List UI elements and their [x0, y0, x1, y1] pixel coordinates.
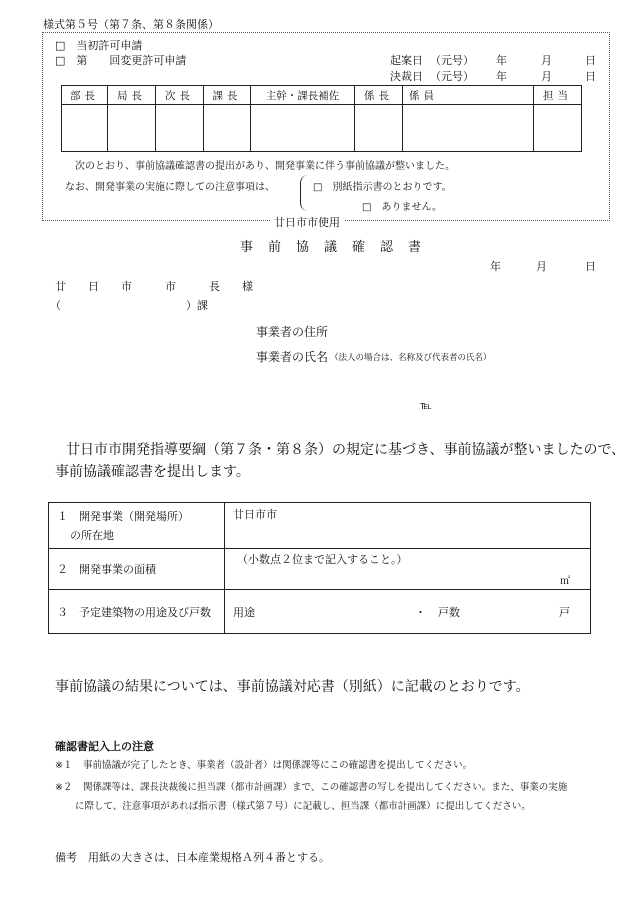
note2-text-line2: に際して、注意事項があれば指示書（様式第７号）に記載し、担当課（都市計画課）に提出してください。	[75, 801, 531, 812]
use-separator: ・	[415, 606, 426, 619]
addressee-mayor: 廿 日 市 市 長 様	[55, 280, 253, 293]
table-row	[49, 503, 591, 549]
form-number: 様式第５号（第７条、第８条関係）	[43, 18, 219, 31]
location-label-2: の所在地	[70, 529, 114, 542]
building-value-cell[interactable]	[225, 590, 591, 634]
project-info-table	[48, 502, 591, 634]
count-unit: 戸	[559, 606, 570, 619]
stamp-header: 担当	[534, 86, 582, 105]
stamp-header: 次長	[156, 86, 204, 105]
table-row	[49, 549, 591, 590]
stamp-header: 局長	[108, 86, 156, 105]
stamp-header: 主幹・課長補佐	[251, 86, 355, 105]
stamp-cell[interactable]	[534, 105, 582, 152]
location-label: １ 開発事業（開発場所）	[57, 510, 189, 523]
area-label-cell	[49, 549, 225, 590]
stamp-header: 部長	[62, 86, 108, 105]
draft-era: （元号）	[430, 54, 474, 67]
result-text: 事前協議の結果については、事前協議対応書（別紙）に記載のとおりです。	[55, 679, 530, 695]
division-close-label: ）課	[186, 299, 208, 312]
applicant-address-label: 事業者の住所	[256, 325, 329, 339]
stamp-cell[interactable]	[204, 105, 251, 152]
notes-heading: 確認書記入上の注意	[55, 740, 154, 753]
draft-date-label: 起案日	[390, 54, 423, 67]
approval-era: （元号）	[430, 70, 474, 83]
location-label-cell	[49, 503, 225, 549]
location-value: 廿日市市	[233, 508, 277, 521]
draft-year: 年	[496, 54, 507, 67]
notice-line2: なお、開発事業の実施に際しての注意事項は、	[65, 182, 275, 193]
no-notes-checkbox[interactable]: □ ありません。	[362, 202, 443, 213]
approval-month: 月	[541, 70, 552, 83]
note2-mark: ※２	[55, 782, 73, 793]
area-unit: ㎡	[560, 576, 570, 587]
building-label: ３ 予定建築物の用途及び戸数	[57, 605, 211, 619]
area-label: ２ 開発事業の面積	[57, 563, 156, 576]
draft-month: 月	[541, 54, 552, 67]
notice-line1: 次のとおり、事前協議確認書の提出があり、開発事業に伴う事前協議が整いました。	[75, 161, 455, 172]
office-use-label: 廿日市市使用	[270, 214, 344, 230]
building-label-cell	[49, 590, 225, 634]
change-application-checkbox[interactable]: □ 第 回変更許可申請	[55, 54, 187, 67]
count-label: 戸数	[438, 606, 460, 619]
area-value-cell[interactable]	[225, 549, 591, 590]
stamp-cell[interactable]	[156, 105, 204, 152]
stamp-header: 係長	[355, 86, 403, 105]
approval-date-label: 決裁日	[390, 70, 423, 83]
brace	[300, 175, 309, 211]
statement-line1: 廿日市市開発指導要綱（第７条・第８条）の規定に基づき、事前協議が整いましたので、	[66, 442, 626, 458]
submission-day: 日	[585, 260, 596, 273]
document-title: 事 前 協 議 確 認 書	[240, 240, 423, 255]
approval-day: 日	[585, 70, 596, 83]
use-label: 用途	[233, 605, 255, 619]
submission-year: 年	[490, 260, 501, 273]
stamp-cell[interactable]	[403, 105, 534, 152]
submission-month: 月	[536, 260, 547, 273]
statement-line2: 事前協議確認書を提出します。	[55, 464, 250, 480]
stamp-cell[interactable]	[251, 105, 355, 152]
instruction-sheet-checkbox[interactable]: □ 別紙指示書のとおりです。	[313, 182, 452, 193]
stamp-header: 課長	[204, 86, 251, 105]
draft-day: 日	[585, 54, 596, 67]
table-row	[49, 590, 591, 634]
stamp-cell[interactable]	[62, 105, 108, 152]
applicant-name-note: （法人の場合は、名称及び代表者の氏名）	[330, 353, 492, 363]
stamp-cell[interactable]	[108, 105, 156, 152]
area-note: （小数点２位まで記入すること。）	[237, 553, 408, 566]
stamp-header: 係員	[403, 86, 534, 105]
approval-year: 年	[496, 70, 507, 83]
location-value-cell[interactable]	[225, 503, 591, 549]
division-open-paren: （	[50, 299, 61, 312]
stamp-cell[interactable]	[355, 105, 403, 152]
tel-symbol: ℡	[420, 399, 432, 412]
applicant-name-label: 事業者の氏名	[256, 350, 329, 364]
remarks: 備考 用紙の大きさは、日本産業規格Ａ列４番とする。	[55, 851, 330, 864]
note2-text-line1: 関係課等は、課長決裁後に担当課（都市計画課）まで、この確認書の写しを提出してください。また、事業の実施	[83, 782, 568, 793]
initial-application-checkbox[interactable]: □ 当初許可申請	[55, 39, 143, 52]
note1-text: 事前協議が完了したとき、事業者（設計者）は関係課等にこの確認書を提出してください。	[83, 760, 473, 771]
note1-mark: ※１	[55, 760, 73, 771]
approval-stamp-table	[61, 85, 582, 152]
